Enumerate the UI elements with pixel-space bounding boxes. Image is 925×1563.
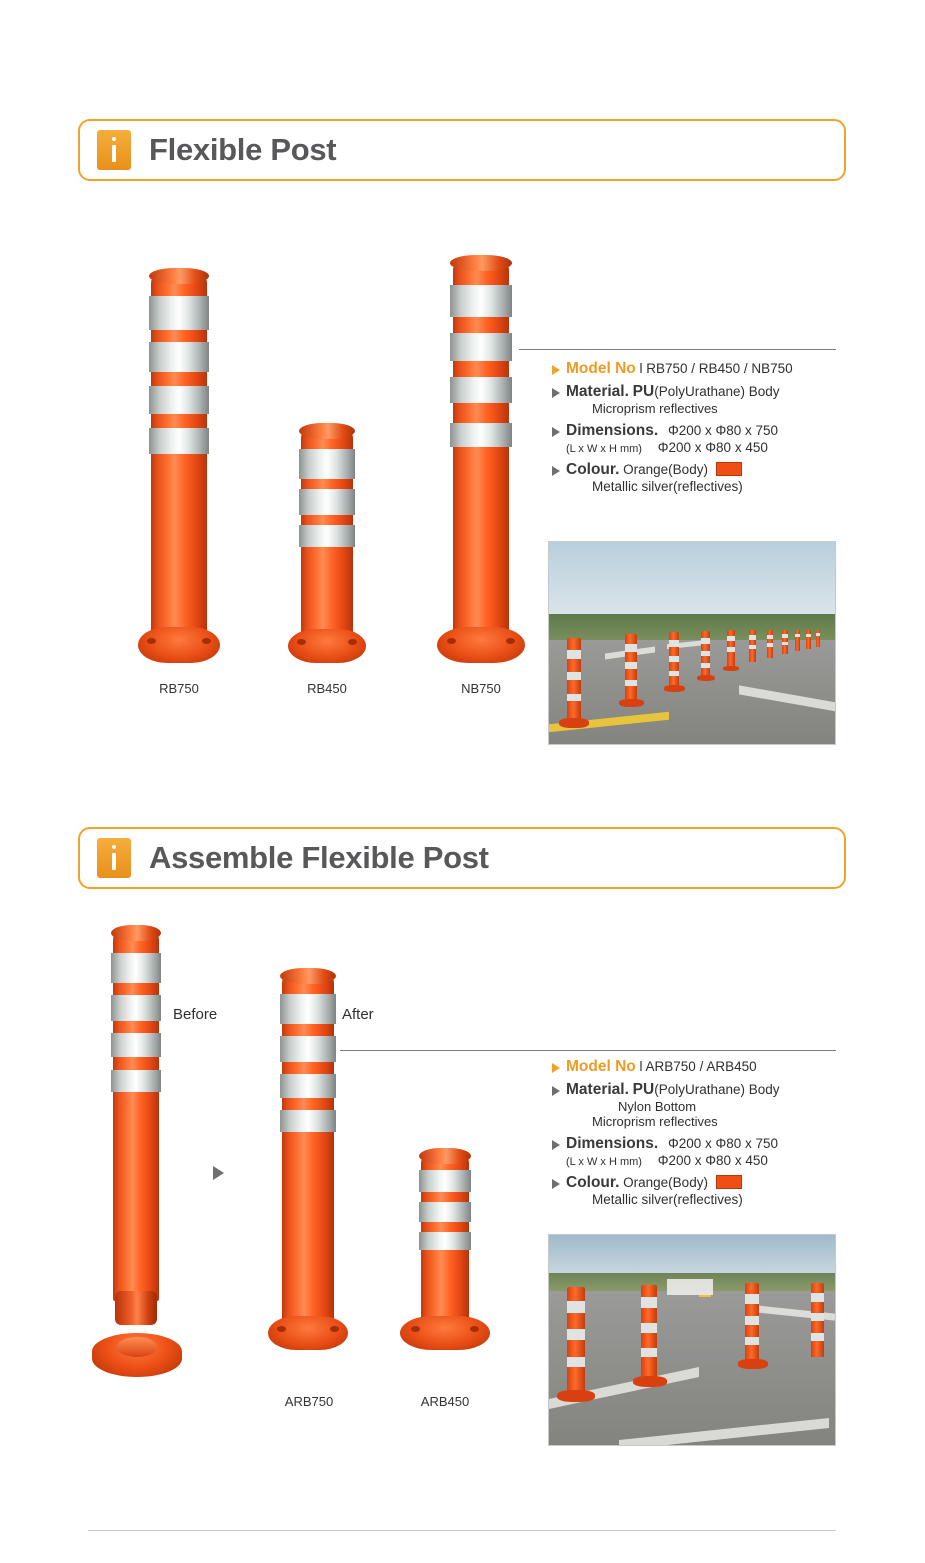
spec-value-material-extra-1: Nylon Bottom <box>618 1099 697 1114</box>
product-caption: ARB450 <box>420 1394 470 1409</box>
spec-row-model <box>552 360 852 378</box>
page-title: Flexible Post <box>149 132 337 167</box>
spec-row-colour <box>552 1174 852 1207</box>
spec-label-dimensions: Dimensions. <box>566 1135 659 1152</box>
bullet-icon <box>552 427 560 437</box>
label-after: After <box>342 1006 374 1023</box>
info-icon <box>97 838 131 878</box>
spec-note-dimensions: (L x W x H mm) <box>566 1156 642 1168</box>
spec-label-material: Material. <box>566 1081 629 1098</box>
product-photo-flexible-post <box>548 541 836 745</box>
spec-label-material: Material. <box>566 383 629 400</box>
spec-row-dimensions <box>552 422 852 455</box>
spec-label-model: Model No <box>566 1058 636 1075</box>
reflective-band <box>111 1070 161 1092</box>
product-illustration-before-body <box>105 925 167 1325</box>
spec-value-material-extra: Microprism reflectives <box>592 401 718 416</box>
spec-row-model <box>552 1058 852 1076</box>
product-caption: RB450 <box>307 681 347 696</box>
reflective-band <box>450 377 512 403</box>
reflective-band <box>450 285 512 317</box>
post-cap <box>149 268 209 284</box>
spec-row-colour <box>552 461 852 494</box>
product-caption: NB750 <box>461 681 501 696</box>
product-caption: RB750 <box>159 681 199 696</box>
footer-divider <box>88 1530 836 1531</box>
reflective-band <box>299 489 355 515</box>
spec-value-dimensions-2: Φ200 x Φ80 x 450 <box>657 1153 768 1168</box>
spec-note-dimensions: (L x W x H mm) <box>566 443 642 455</box>
post-base <box>268 1316 348 1350</box>
post-shaft <box>113 931 159 1301</box>
spec-value-model: RB750 / RB450 / NB750 <box>646 361 793 376</box>
post-cap <box>111 925 161 941</box>
spec-value-colour: Orange(Body) <box>623 1175 708 1190</box>
post-base <box>288 629 366 663</box>
product-photo-assemble-flexible-post <box>548 1234 836 1446</box>
spec-row-material <box>552 383 852 416</box>
product-illustration-nb750 <box>437 255 525 663</box>
reflective-band <box>419 1202 471 1222</box>
product-illustration-arb750 <box>268 968 348 1350</box>
spec-list-flexible-post <box>552 360 852 499</box>
bullet-icon <box>552 1086 560 1096</box>
colour-swatch <box>716 462 742 476</box>
reflective-band <box>111 1033 161 1057</box>
section-header-assemble-flexible-post <box>78 827 846 889</box>
post-base <box>437 627 525 663</box>
spec-label-colour: Colour. <box>566 1174 620 1191</box>
spec-value-colour-extra: Metallic silver(reflectives) <box>592 1192 743 1207</box>
spec-value-material-extra-2: Microprism reflectives <box>592 1114 718 1129</box>
bullet-icon <box>552 466 560 476</box>
reflective-band <box>280 1074 336 1098</box>
reflective-band <box>299 525 355 547</box>
bullet-icon <box>552 365 560 375</box>
spec-label-dimensions: Dimensions. <box>566 422 659 439</box>
product-illustration-arb450 <box>400 1148 490 1350</box>
post-neck <box>115 1291 157 1325</box>
reflective-band <box>149 342 209 372</box>
product-caption: ARB750 <box>284 1394 334 1409</box>
spec-value-material: (PolyUrathane) Body <box>654 1082 780 1097</box>
spec-value-dimensions-1: Φ200 x Φ80 x 750 <box>667 423 779 438</box>
product-illustration-rb750 <box>138 268 220 663</box>
spec-label-model: Model No <box>566 360 636 377</box>
spec-label-colour: Colour. <box>566 461 620 478</box>
spec-separator: l <box>639 361 643 376</box>
transform-arrow-icon <box>213 1166 224 1180</box>
spec-separator: l <box>639 1059 643 1074</box>
reflective-band <box>280 994 336 1024</box>
reflective-band <box>450 333 512 361</box>
spec-value-dimensions-1: Φ200 x Φ80 x 750 <box>667 1136 779 1151</box>
reflective-band <box>450 423 512 447</box>
spec-value-colour: Orange(Body) <box>623 462 708 477</box>
spec-list-assemble-flexible-post <box>552 1058 852 1212</box>
spec-divider <box>519 349 836 350</box>
post-cap <box>450 255 512 271</box>
spec-value-dimensions-2: Φ200 x Φ80 x 450 <box>657 440 768 455</box>
page-title-2: Assemble Flexible Post <box>149 840 489 875</box>
reflective-band <box>149 296 209 330</box>
bullet-icon <box>552 1063 560 1073</box>
bullet-icon <box>552 1140 560 1150</box>
bullet-icon <box>552 1179 560 1189</box>
label-before: Before <box>173 1006 218 1023</box>
spec-value-material-bold: PU <box>632 1081 655 1098</box>
post-base <box>138 627 220 663</box>
reflective-band <box>111 953 161 983</box>
product-illustration-rb450 <box>288 423 366 663</box>
section-header-flexible-post <box>78 119 846 181</box>
post-cap <box>419 1148 471 1164</box>
post-shaft <box>282 974 334 1324</box>
post-base <box>400 1316 490 1350</box>
colour-swatch <box>716 1175 742 1189</box>
spec-value-model: ARB750 / ARB450 <box>645 1059 757 1074</box>
reflective-band <box>280 1110 336 1132</box>
bullet-icon <box>552 388 560 398</box>
reflective-band <box>299 449 355 479</box>
reflective-band <box>149 428 209 454</box>
reflective-band <box>419 1170 471 1192</box>
reflective-band <box>419 1232 471 1250</box>
reflective-band <box>149 386 209 414</box>
spec-row-material <box>552 1081 852 1129</box>
spec-value-colour-extra: Metallic silver(reflectives) <box>592 479 743 494</box>
post-cap <box>299 423 355 439</box>
reflective-band <box>280 1036 336 1062</box>
spec-value-material: (PolyUrathane) Body <box>654 384 780 399</box>
post-cap <box>280 968 336 984</box>
post-shaft <box>453 261 509 635</box>
spec-value-material-bold: PU <box>632 383 655 400</box>
spec-row-dimensions <box>552 1135 852 1168</box>
info-icon <box>97 130 131 170</box>
spec-divider-2 <box>340 1050 836 1051</box>
reflective-band <box>111 995 161 1021</box>
detachable-base-ring <box>92 1333 182 1377</box>
